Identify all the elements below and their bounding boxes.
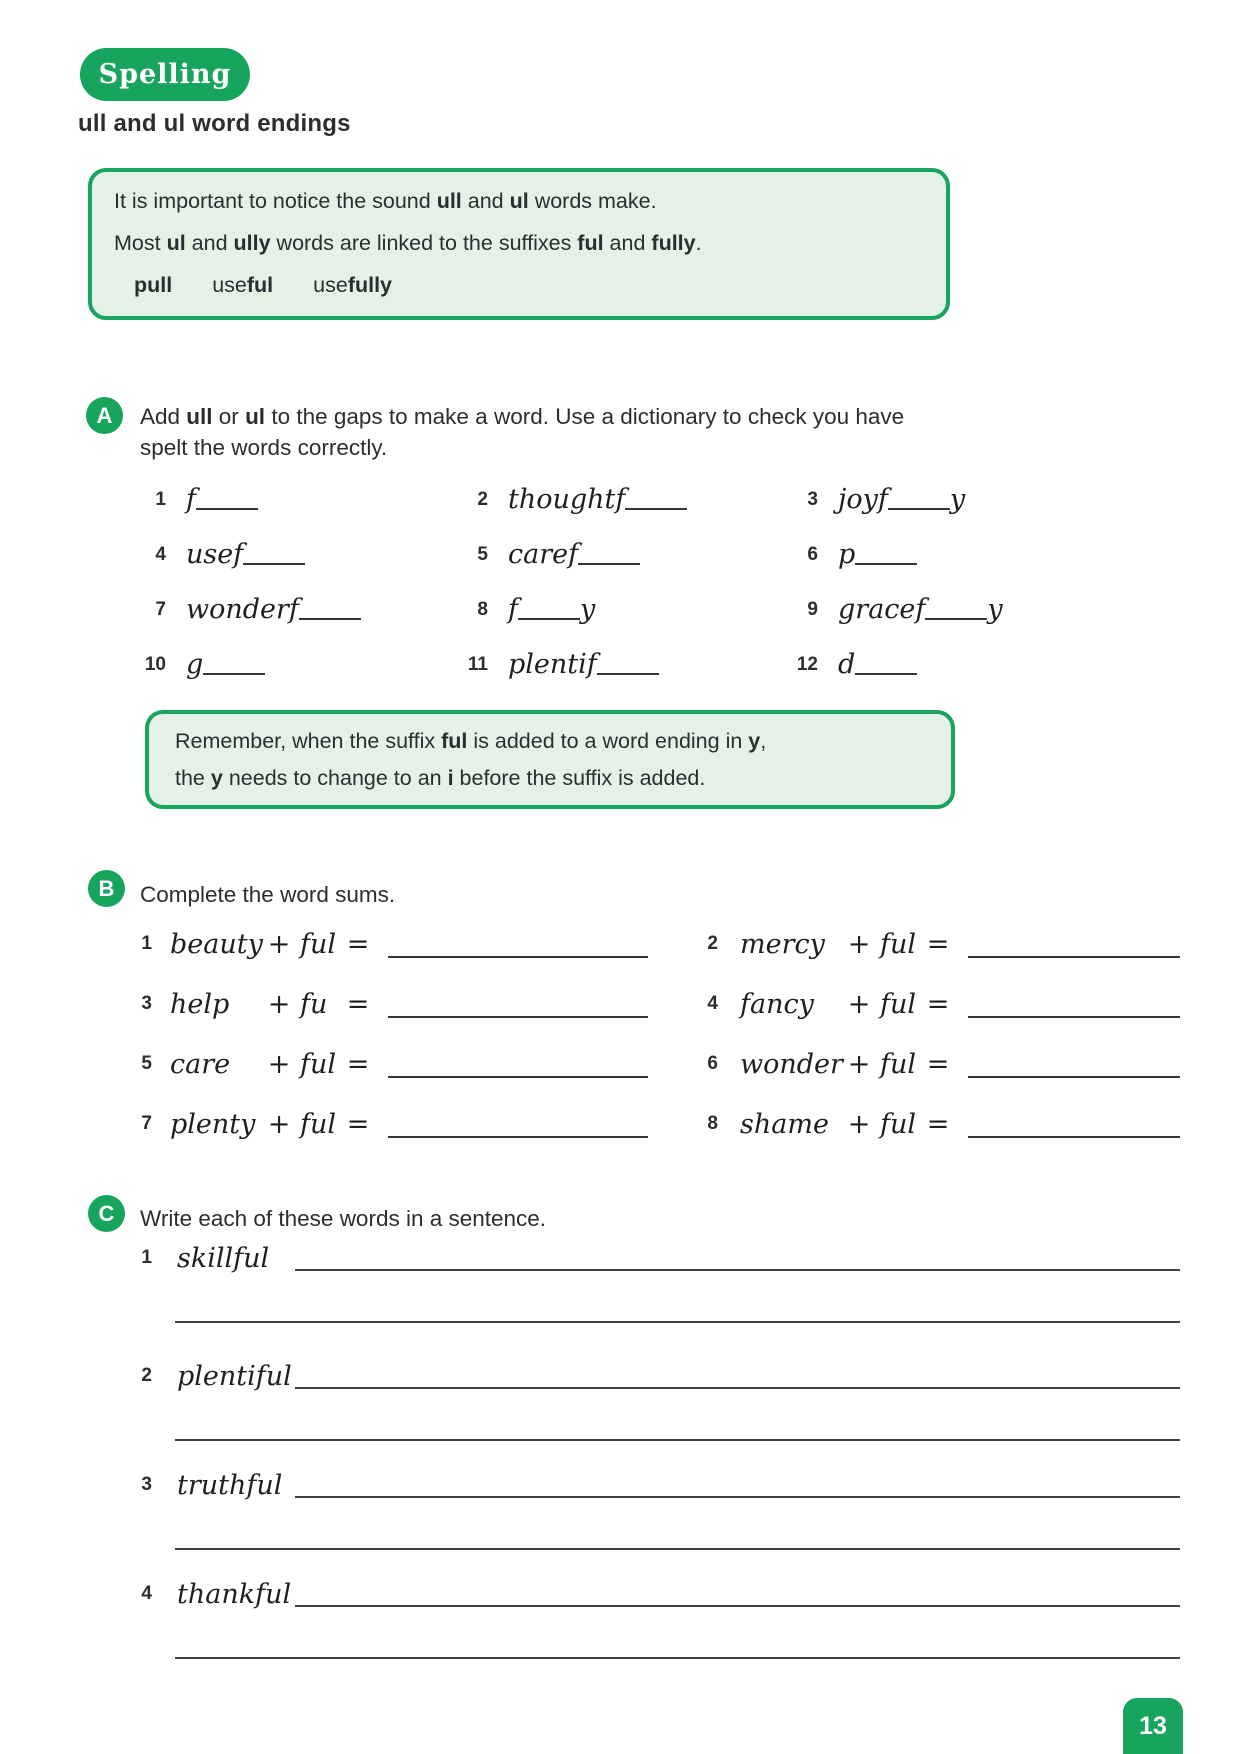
item-number: 7 — [155, 598, 166, 620]
item-number: 9 — [807, 598, 818, 620]
answer-gap-line — [203, 673, 265, 675]
word-sum-word: care — [170, 1048, 231, 1080]
fill-gap-item — [138, 582, 460, 637]
answer-gap-line — [625, 508, 687, 510]
item-number: 4 — [707, 993, 718, 1014]
word-sum-item — [128, 1034, 648, 1094]
plus-sign: + — [847, 988, 871, 1020]
page-number-badge — [1123, 1698, 1183, 1754]
sentence-item — [128, 1359, 1180, 1441]
item-number: 3 — [141, 993, 152, 1014]
word-sum-item — [128, 914, 648, 974]
answer-gap-line — [855, 673, 917, 675]
answer-line — [968, 1136, 1180, 1138]
item-number: 5 — [141, 1053, 152, 1074]
section-c-badge — [88, 1195, 125, 1232]
word-sum-item — [694, 914, 1180, 974]
info-line-1: It is important to notice the sound ull and ul words make. — [114, 189, 657, 213]
word-sum-word: wonder — [740, 1048, 843, 1080]
item-word: plentif — [508, 649, 659, 680]
fill-gap-item — [138, 637, 460, 692]
item-word: thoughtf — [508, 484, 687, 515]
fill-gap-item — [790, 637, 1150, 692]
item-number: 2 — [141, 1365, 152, 1386]
sentence-word: skillful — [177, 1242, 270, 1274]
answer-gap-line — [888, 508, 950, 510]
reminder-box — [145, 710, 955, 809]
item-word: f y — [508, 594, 596, 625]
equals-sign: = — [926, 1108, 950, 1140]
word-sum-item — [128, 1094, 648, 1154]
fill-gap-item — [138, 472, 460, 527]
section-c-letter: C — [98, 1200, 115, 1226]
answer-line — [968, 1076, 1180, 1078]
fill-gap-item — [460, 637, 790, 692]
section-a-instruction-line-1: Add ull or ul to the gaps to make a word. Use a dictionary to check you have — [140, 404, 905, 429]
plus-sign: + — [847, 928, 871, 960]
sentence-item — [128, 1241, 1180, 1323]
info-examples — [114, 264, 924, 306]
item-number: 3 — [141, 1474, 152, 1495]
answer-line — [968, 1016, 1180, 1018]
sentence-line-2 — [175, 1439, 1180, 1441]
answer-gap-line — [196, 508, 258, 510]
item-word: d — [838, 649, 917, 680]
example-word: useful — [212, 273, 274, 297]
sentence-item — [128, 1577, 1180, 1659]
answer-gap-line — [243, 563, 305, 565]
section-b-badge — [88, 870, 125, 907]
word-sum-word: fancy — [740, 988, 814, 1020]
suffix: ful — [300, 1048, 337, 1080]
equals-sign: = — [346, 1048, 370, 1080]
item-number: 4 — [155, 543, 166, 565]
fill-gap-item — [790, 582, 1150, 637]
suffix: ful — [880, 928, 917, 960]
plus-sign: + — [267, 1108, 291, 1140]
sentence-line-2 — [175, 1657, 1180, 1659]
item-word: p — [838, 539, 917, 570]
equals-sign: = — [346, 928, 370, 960]
item-word: gracef y — [838, 594, 1003, 625]
word-sum-word: help — [170, 988, 230, 1020]
sentence-word: thankful — [177, 1578, 292, 1610]
word-sum-word: shame — [740, 1108, 829, 1140]
item-number: 4 — [141, 1583, 152, 1604]
word-sum-word: mercy — [740, 928, 825, 960]
answer-line — [968, 956, 1180, 958]
answer-line — [388, 956, 648, 958]
item-number: 1 — [141, 933, 152, 954]
item-word: joyf y — [838, 484, 966, 515]
info-box — [88, 168, 950, 320]
item-word: usef — [186, 539, 305, 570]
word-sum-item — [694, 974, 1180, 1034]
answer-gap-line — [578, 563, 640, 565]
equals-sign: = — [926, 928, 950, 960]
item-word: g — [186, 649, 265, 680]
item-number: 8 — [707, 1113, 718, 1134]
fill-gap-item — [460, 527, 790, 582]
answer-gap-line — [925, 618, 987, 620]
item-number: 8 — [477, 598, 488, 620]
spelling-badge — [80, 48, 250, 101]
item-word: wonderf — [186, 594, 361, 625]
word-sum-item — [694, 1034, 1180, 1094]
reminder-line-2: the y needs to change to an i before the suffix is added. — [175, 766, 706, 790]
suffix: ful — [880, 988, 917, 1020]
word-sum-word: beauty — [170, 928, 263, 960]
word-sum-item — [128, 974, 648, 1034]
answer-gap-line — [518, 618, 580, 620]
example-word: pull — [134, 273, 173, 297]
sentence-line-2 — [175, 1548, 1180, 1550]
page-title: ull and ul word endings — [78, 110, 351, 137]
section-a-instruction-line-2: spelt the words correctly. — [140, 435, 388, 460]
sentence-line-1 — [295, 1605, 1180, 1607]
answer-gap-line — [855, 563, 917, 565]
item-number: 12 — [796, 653, 818, 675]
item-word: f — [186, 484, 258, 515]
section-b-instruction: Complete the word sums. — [140, 882, 396, 907]
suffix: ful — [880, 1048, 917, 1080]
equals-sign: = — [346, 1108, 370, 1140]
item-number: 7 — [141, 1113, 152, 1134]
section-a-badge — [86, 397, 123, 434]
fill-gap-items — [138, 472, 1150, 692]
plus-sign: + — [267, 988, 291, 1020]
answer-gap-line — [597, 673, 659, 675]
sentence-line-1 — [295, 1269, 1180, 1271]
plus-sign: + — [267, 928, 291, 960]
sentence-line-1 — [295, 1387, 1180, 1389]
equals-sign: = — [926, 1048, 950, 1080]
item-number: 2 — [707, 933, 718, 954]
equals-sign: = — [926, 988, 950, 1020]
sentence-word: truthful — [177, 1469, 283, 1501]
info-line-2: Most ul and ully words are linked to the suffixes ful and fully. — [114, 231, 702, 255]
word-sum-items — [128, 914, 1180, 1154]
section-b-letter: B — [98, 875, 115, 901]
item-number: 6 — [807, 543, 818, 565]
suffix: ful — [300, 928, 337, 960]
item-number: 11 — [467, 653, 488, 675]
section-c-instruction: Write each of these words in a sentence. — [140, 1206, 547, 1231]
item-number: 1 — [155, 488, 166, 510]
answer-gap-line — [299, 618, 361, 620]
item-number: 3 — [807, 488, 818, 510]
sentence-line-2 — [175, 1321, 1180, 1323]
word-sum-item — [694, 1094, 1180, 1154]
item-number: 6 — [707, 1053, 718, 1074]
item-number: 5 — [477, 543, 488, 565]
page-number: 13 — [1139, 1711, 1167, 1740]
item-number: 2 — [477, 488, 488, 510]
answer-line — [388, 1016, 648, 1018]
fill-gap-item — [138, 527, 460, 582]
plus-sign: + — [267, 1048, 291, 1080]
section-a-instruction — [140, 401, 1000, 463]
section-a-letter: A — [96, 402, 113, 428]
suffix: fu — [300, 988, 328, 1020]
example-word: usefully — [313, 273, 393, 297]
answer-line — [388, 1076, 648, 1078]
plus-sign: + — [847, 1048, 871, 1080]
equals-sign: = — [346, 988, 370, 1020]
plus-sign: + — [847, 1108, 871, 1140]
sentence-line-1 — [295, 1496, 1180, 1498]
item-number: 10 — [144, 653, 166, 675]
suffix: ful — [300, 1108, 337, 1140]
answer-line — [388, 1136, 648, 1138]
fill-gap-item — [460, 472, 790, 527]
reminder-line-1: Remember, when the suffix ful is added to a word ending in y, — [175, 729, 767, 753]
item-word: caref — [508, 539, 640, 570]
suffix: ful — [880, 1108, 917, 1140]
word-sum-word: plenty — [170, 1108, 256, 1140]
item-number: 1 — [141, 1247, 152, 1268]
fill-gap-item — [790, 527, 1150, 582]
sentence-item — [128, 1468, 1180, 1550]
sentence-word: plentiful — [177, 1360, 292, 1392]
fill-gap-item — [460, 582, 790, 637]
fill-gap-item — [790, 472, 1150, 527]
spelling-badge-label: Spelling — [98, 59, 232, 90]
